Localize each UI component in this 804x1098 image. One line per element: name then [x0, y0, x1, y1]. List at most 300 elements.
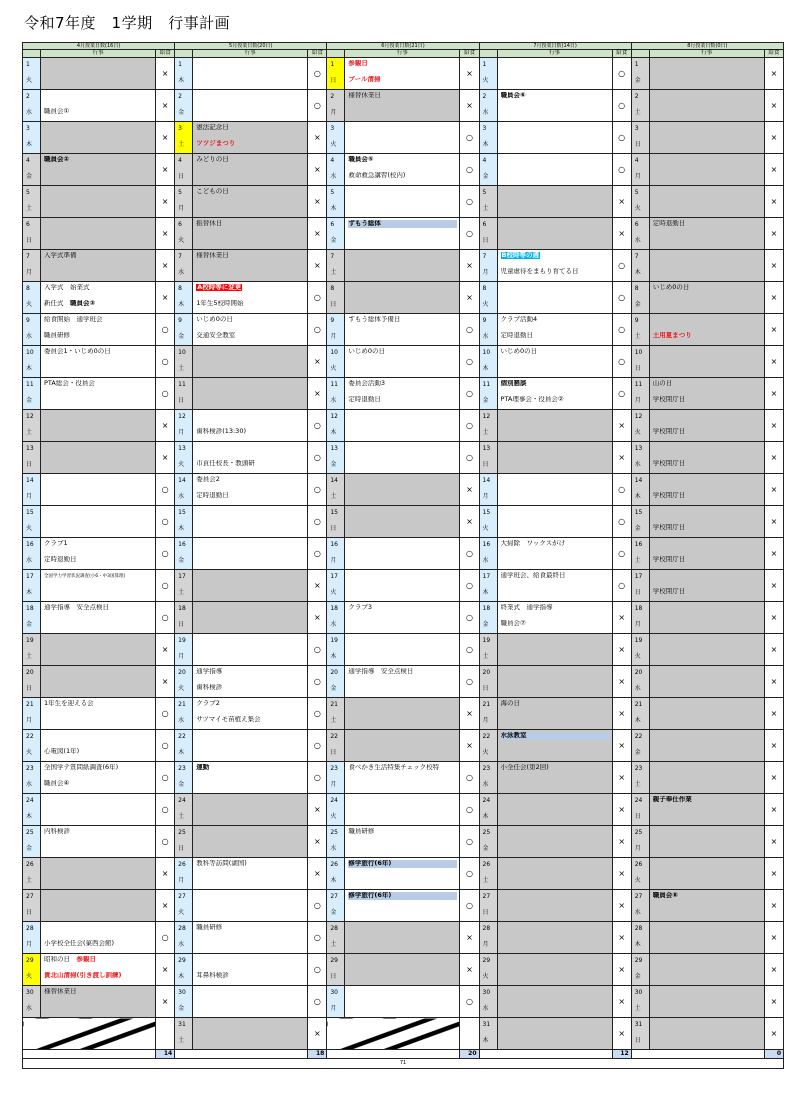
event-line-1 — [44, 956, 153, 964]
event-cell — [497, 346, 612, 378]
weekday: 月 — [330, 1005, 337, 1012]
lunch-cell: × — [764, 538, 783, 570]
weekday: 火 — [482, 749, 489, 756]
lunch-cell: ○ — [612, 506, 631, 538]
day-cell — [631, 442, 649, 474]
day-number: 7 — [26, 253, 30, 260]
day-cell — [479, 378, 497, 410]
weekday: 金 — [482, 173, 489, 180]
event-cell — [41, 442, 156, 474]
day-cell — [327, 218, 345, 250]
event-cell — [193, 442, 308, 474]
event-text: A校時等に変更 — [197, 284, 242, 291]
total-spacer — [23, 1050, 156, 1059]
event-text: 学校閉庁日 — [652, 428, 686, 435]
event-line-2 — [653, 524, 762, 532]
day-number: 26 — [482, 861, 491, 868]
day-number: 29 — [482, 957, 491, 964]
weekday: 木 — [178, 973, 185, 980]
day-number: 21 — [634, 701, 643, 708]
event-text: いじめ0の日 — [500, 348, 538, 355]
event-text: 通学指導 安全点検日 — [348, 668, 414, 675]
day-cell — [327, 730, 345, 762]
lunch-cell: ○ — [308, 442, 327, 474]
day-number: 23 — [634, 765, 643, 772]
event-text: PTA理事会・役員会② — [500, 396, 564, 403]
lunch-cell: × — [460, 698, 479, 730]
day-cell — [327, 410, 345, 442]
event-cell — [41, 890, 156, 922]
event-text: 学校閉庁日 — [652, 556, 686, 563]
event-cell — [41, 826, 156, 858]
day-cell — [23, 506, 41, 538]
event-cell — [345, 410, 460, 442]
empty-slot — [327, 1018, 460, 1050]
event-line-2 — [653, 396, 762, 404]
event-cell — [41, 282, 156, 314]
lunch-cell: × — [764, 58, 783, 90]
lunch-cell: ○ — [308, 90, 327, 122]
day-col-header — [631, 50, 649, 58]
event-text: 学校閉庁日 — [652, 524, 686, 531]
event-line-2 — [348, 76, 457, 84]
event-cell — [497, 666, 612, 698]
day-cell — [23, 570, 41, 602]
day-number: 9 — [178, 317, 182, 324]
day-number: 29 — [330, 957, 338, 964]
event-cell — [649, 762, 764, 794]
weekday: 金 — [634, 77, 641, 84]
lunch-cell: × — [612, 442, 631, 474]
weekday: 木 — [482, 365, 489, 372]
event-line-1 — [348, 828, 457, 836]
event-cell — [345, 698, 460, 730]
event-line-1 — [501, 572, 610, 580]
day-row — [23, 762, 784, 794]
lunch-cell: × — [460, 250, 479, 282]
day-row — [23, 730, 784, 762]
day-row — [23, 986, 784, 1018]
event-line-1 — [44, 988, 153, 996]
day-number: 22 — [178, 733, 186, 740]
day-cell — [175, 506, 193, 538]
day-cell — [479, 474, 497, 506]
event-line-1 — [196, 188, 305, 196]
day-cell — [631, 218, 649, 250]
event-text: 1年生を迎える会 — [44, 700, 94, 707]
event-line-1 — [501, 604, 610, 612]
weekday: 木 — [26, 141, 33, 148]
weekday: 日 — [330, 749, 337, 756]
weekday: 木 — [330, 205, 337, 212]
day-number: 12 — [26, 413, 34, 420]
weekday: 日 — [482, 685, 489, 692]
lunch-cell: × — [460, 58, 479, 90]
event-text: 職員研修 — [348, 828, 375, 835]
day-cell — [23, 826, 41, 858]
weekday: 日 — [178, 621, 185, 628]
lunch-cell: × — [764, 442, 783, 474]
weekday: 火 — [26, 749, 33, 756]
lunch-cell: × — [308, 378, 327, 410]
event-cell — [497, 538, 612, 570]
day-number: 11 — [330, 381, 338, 388]
lunch-cell: × — [156, 954, 175, 986]
day-row — [23, 890, 784, 922]
event-text: 職員会④ — [44, 780, 70, 787]
lunch-cell: × — [612, 730, 631, 762]
day-cell — [479, 986, 497, 1018]
day-cell — [327, 570, 345, 602]
day-number: 6 — [634, 221, 639, 228]
day-cell — [327, 890, 345, 922]
lunch-cell: × — [764, 1018, 783, 1050]
weekday: 金 — [482, 845, 489, 852]
lunch-cell: × — [460, 730, 479, 762]
event-text: 土用夏まつり — [652, 332, 692, 339]
day-number: 27 — [26, 893, 34, 900]
event-cell — [193, 90, 308, 122]
day-number: 5 — [634, 189, 639, 196]
day-number: 13 — [26, 445, 34, 452]
event-cell — [345, 314, 460, 346]
event-text: 交通安全教室 — [196, 332, 236, 339]
day-cell — [327, 538, 345, 570]
day-number: 29 — [178, 957, 186, 964]
day-number: 7 — [330, 253, 335, 260]
lunch-cell: × — [156, 154, 175, 186]
weekday: 金 — [330, 237, 337, 244]
event-cell — [193, 826, 308, 858]
weekday: 日 — [330, 77, 337, 84]
weekday: 木 — [482, 141, 489, 148]
event-line-2 — [196, 716, 305, 724]
lunch-cell: × — [764, 282, 783, 314]
event-cell — [497, 442, 612, 474]
day-cell — [23, 698, 41, 730]
day-row — [23, 922, 784, 954]
lunch-total: 0 — [764, 1050, 783, 1059]
weekday: 水 — [634, 461, 641, 468]
empty-slot — [23, 1018, 156, 1050]
weekday: 火 — [26, 973, 33, 980]
event-cell — [497, 506, 612, 538]
weekday: 水 — [634, 685, 641, 692]
lunch-cell: × — [612, 890, 631, 922]
day-number: 14 — [330, 477, 338, 484]
day-cell — [631, 858, 649, 890]
weekday: 金 — [178, 1005, 185, 1012]
event-text: 様替休業日 — [196, 252, 229, 259]
weekday: 水 — [634, 909, 641, 916]
day-cell — [23, 538, 41, 570]
event-cell — [345, 90, 460, 122]
event-text: 職員会③ — [70, 300, 96, 307]
event-cell — [41, 634, 156, 666]
event-line-2 — [44, 300, 153, 308]
event-text: ツツジまつり — [196, 140, 236, 147]
day-row — [23, 634, 784, 666]
event-cell — [649, 922, 764, 954]
event-text: 救命救急講習(校内) — [348, 172, 406, 179]
day-cell — [479, 58, 497, 90]
day-cell — [327, 954, 345, 986]
weekday: 木 — [178, 77, 185, 84]
day-row — [23, 282, 784, 314]
day-number: 30 — [178, 989, 186, 996]
day-cell — [479, 762, 497, 794]
event-text: 定時退勤日 — [652, 220, 686, 227]
event-cell — [41, 58, 156, 90]
day-cell — [631, 474, 649, 506]
lunch-cell: × — [612, 858, 631, 890]
lunch-cell: × — [764, 570, 783, 602]
day-cell — [175, 794, 193, 826]
lunch-total: 20 — [460, 1050, 479, 1059]
day-number: 31 — [482, 1021, 491, 1028]
event-cell — [497, 58, 612, 90]
day-cell — [23, 794, 41, 826]
day-cell — [631, 826, 649, 858]
lunch-cell: × — [612, 1018, 631, 1050]
event-cell — [193, 346, 308, 378]
lunch-cell: × — [156, 90, 175, 122]
event-cell — [649, 218, 764, 250]
day-number: 10 — [330, 349, 338, 356]
day-number: 28 — [634, 925, 643, 932]
event-line-1 — [348, 604, 457, 612]
lunch-cell: ○ — [308, 698, 327, 730]
event-text: 1年生5校時開始 — [196, 300, 244, 307]
event-line-1 — [44, 348, 153, 356]
lunch-cell: ○ — [308, 314, 327, 346]
lunch-cell: ○ — [308, 634, 327, 666]
day-cell — [23, 282, 41, 314]
day-number: 2 — [178, 93, 182, 100]
weekday: 火 — [634, 877, 641, 884]
event-text: 教科等訪問(湖国) — [196, 860, 247, 867]
day-cell — [631, 410, 649, 442]
lunch-cell: × — [156, 634, 175, 666]
lunch-cell — [460, 1018, 479, 1050]
event-cell — [193, 314, 308, 346]
event-cell — [649, 954, 764, 986]
event-line-2 — [653, 556, 762, 564]
day-cell — [175, 570, 193, 602]
event-line-1 — [44, 316, 153, 324]
day-cell — [327, 442, 345, 474]
day-row — [23, 410, 784, 442]
lunch-cell: × — [612, 954, 631, 986]
lunch-total: 14 — [156, 1050, 175, 1059]
event-cell — [497, 218, 612, 250]
event-cell — [497, 890, 612, 922]
day-number: 7 — [178, 253, 182, 260]
day-row — [23, 858, 784, 890]
lunch-cell: × — [156, 666, 175, 698]
event-cell — [649, 250, 764, 282]
day-number: 16 — [634, 541, 643, 548]
event-text: 新任式 — [44, 300, 71, 307]
event-cell — [497, 634, 612, 666]
lunch-cell: × — [156, 122, 175, 154]
day-number: 28 — [482, 925, 491, 932]
day-number: 19 — [482, 637, 491, 644]
lunch-cell: × — [612, 986, 631, 1018]
weekday: 日 — [330, 301, 337, 308]
month-header: 7月授業日数(14日) — [479, 43, 631, 50]
event-text: 個別懇談 — [500, 380, 527, 387]
day-cell — [23, 58, 41, 90]
day-number: 3 — [330, 125, 335, 132]
event-cell — [649, 410, 764, 442]
lunch-cell: ○ — [460, 346, 479, 378]
event-text: 委員会活動3 — [348, 380, 385, 387]
event-cell — [649, 186, 764, 218]
weekday: 金 — [178, 781, 185, 788]
event-line-1 — [196, 764, 305, 772]
day-cell — [175, 90, 193, 122]
day-number: 23 — [482, 765, 491, 772]
event-line-2 — [348, 396, 457, 404]
lunch-cell: ○ — [612, 378, 631, 410]
lunch-cell: × — [308, 250, 327, 282]
event-text: クラブ3 — [348, 604, 372, 611]
weekday: 月 — [26, 717, 33, 724]
day-cell — [175, 314, 193, 346]
weekday: 日 — [482, 909, 489, 916]
day-number: 7 — [482, 253, 487, 260]
day-number: 6 — [330, 221, 335, 228]
day-number: 17 — [634, 573, 643, 580]
lunch-cell: × — [764, 666, 783, 698]
day-cell — [631, 122, 649, 154]
event-line-1 — [348, 892, 457, 900]
event-text: 定時退勤日 — [196, 492, 229, 499]
day-number: 2 — [482, 93, 487, 100]
lunch-cell: ○ — [460, 122, 479, 154]
day-number: 21 — [178, 701, 186, 708]
lunch-cell: × — [612, 922, 631, 954]
event-text: 耳鼻科検診 — [196, 972, 229, 979]
lunch-cell: ○ — [460, 442, 479, 474]
event-cell — [649, 794, 764, 826]
lunch-cell: × — [764, 858, 783, 890]
lunch-col-header: 給食 — [460, 50, 479, 58]
day-cell — [479, 346, 497, 378]
day-number: 17 — [482, 573, 491, 580]
event-line-2 — [501, 620, 610, 628]
lunch-cell: × — [156, 250, 175, 282]
event-text: 振替休日 — [196, 220, 223, 227]
event-cell — [649, 1018, 764, 1050]
lunch-cell: ○ — [308, 762, 327, 794]
event-line-1 — [44, 380, 153, 388]
event-cell — [193, 122, 308, 154]
event-line-1 — [501, 252, 610, 260]
day-cell — [479, 698, 497, 730]
weekday: 土 — [178, 813, 185, 820]
day-cell — [23, 314, 41, 346]
event-line-1 — [501, 540, 610, 548]
day-cell — [631, 538, 649, 570]
lunch-cell: × — [764, 378, 783, 410]
weekday: 日 — [26, 237, 33, 244]
event-cell — [345, 474, 460, 506]
lunch-cell: × — [764, 890, 783, 922]
day-cell — [327, 986, 345, 1018]
day-cell — [23, 122, 41, 154]
event-line-2 — [44, 780, 153, 788]
weekday: 木 — [26, 365, 33, 372]
event-cell — [345, 570, 460, 602]
event-cell — [193, 378, 308, 410]
weekday: 土 — [330, 493, 337, 500]
lunch-cell: × — [308, 154, 327, 186]
event-cell — [497, 250, 612, 282]
day-cell — [175, 634, 193, 666]
weekday: 火 — [482, 973, 489, 980]
weekday: 月 — [482, 941, 489, 948]
lunch-cell: ○ — [308, 58, 327, 90]
day-number: 9 — [330, 317, 335, 324]
day-cell — [175, 986, 193, 1018]
lunch-cell: × — [156, 410, 175, 442]
weekday: 月 — [26, 269, 33, 276]
lunch-cell — [156, 1018, 175, 1050]
event-cell — [345, 922, 460, 954]
day-cell — [175, 762, 193, 794]
lunch-cell: ○ — [156, 506, 175, 538]
weekday: 日 — [634, 813, 641, 820]
event-cell — [41, 602, 156, 634]
event-cell — [649, 346, 764, 378]
day-number: 10 — [178, 349, 186, 356]
day-number: 4 — [482, 157, 487, 164]
day-cell — [327, 762, 345, 794]
day-number: 1 — [26, 61, 30, 68]
weekday: 月 — [330, 557, 337, 564]
day-cell — [479, 410, 497, 442]
day-number: 24 — [178, 797, 186, 804]
day-number: 14 — [178, 477, 186, 484]
event-line-1 — [348, 348, 457, 356]
event-cell — [345, 250, 460, 282]
lunch-cell: ○ — [460, 858, 479, 890]
day-cell — [479, 154, 497, 186]
lunch-cell: × — [156, 442, 175, 474]
day-cell — [175, 858, 193, 890]
lunch-cell: ○ — [308, 282, 327, 314]
event-cell — [649, 570, 764, 602]
event-cell — [41, 186, 156, 218]
weekday: 金 — [482, 397, 489, 404]
event-cell — [345, 186, 460, 218]
day-cell — [327, 474, 345, 506]
event-text: 職員会⑤ — [348, 156, 374, 163]
weekday: 木 — [330, 877, 337, 884]
event-line-2 — [44, 940, 153, 948]
event-cell — [649, 154, 764, 186]
event-text: 参観日 — [348, 60, 368, 67]
weekday: 水 — [634, 237, 641, 244]
weekday: 金 — [178, 333, 185, 340]
event-line-1 — [196, 284, 305, 292]
event-line-1 — [348, 92, 457, 100]
day-cell — [23, 410, 41, 442]
day-number: 13 — [634, 445, 643, 452]
weekday: 火 — [482, 301, 489, 308]
